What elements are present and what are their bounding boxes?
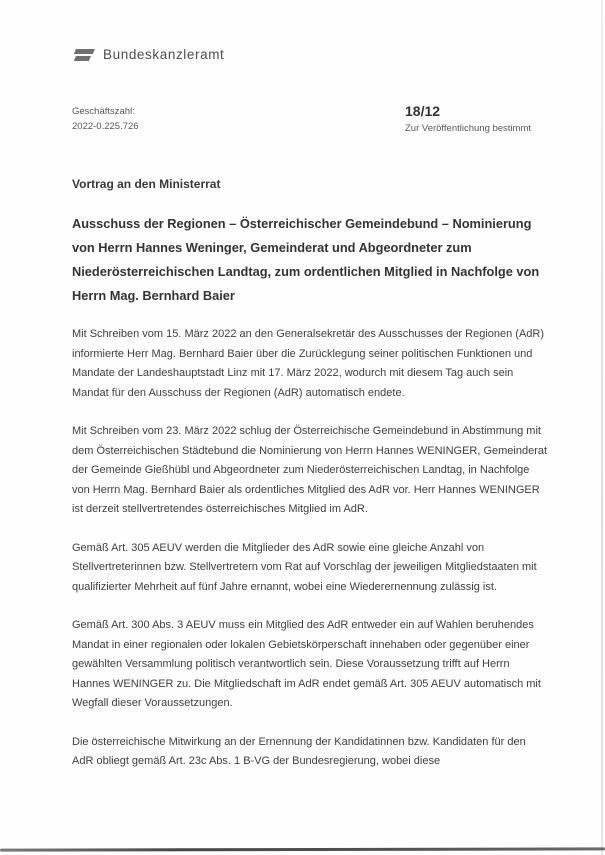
document-header <box>72 0 545 62</box>
paragraph-5: Die österreichische Mitwirkung an der Ernennung der Kandidatinnen bzw. Kandidaten für den AdR obliegt gemäß Art. 23c Abs. 1 B-VG der Bundesregierung, wobei diese <box>72 735 526 767</box>
logo-wordmark: Bundeskanzleramt <box>103 47 225 62</box>
document-title: Ausschuss der Regionen – Österreichischer Gemeindebund – Nominierung von Herrn Hannes Weninger, Gemeinderat und Abgeordneter zum Niederösterreichischen Landtag, zum ordentlichen Mitglied in Nachfolge von Herrn Mag. Bernhard Baier <box>72 216 540 303</box>
reference-number-label: Geschäftszahl: <box>72 106 135 117</box>
subject-line: Vortrag an den Ministerrat <box>72 177 221 191</box>
scan-edge-right <box>601 0 603 855</box>
document-number-block <box>405 102 531 134</box>
paragraph-4: Gemäß Art. 300 Abs. 3 AEUV muss ein Mitglied des AdR entweder ein auf Wahlen beruhendes Mandat in einer regionalen oder lokalen Gebietskörperschaft innehaben oder gegenüber einer gewählten Versammlung politisch verantwortlich sein. Diese Voraussetzung trifft auf Herrn Hannes WENINGER zu. Die Mitgliedschaft im AdR endet gemäß Art. 305 AEUV automatisch mit Wegfall dieser Voraussetzungen. <box>72 619 541 709</box>
document-number: 18/12 <box>405 103 441 119</box>
reference-number-block <box>72 104 139 134</box>
paragraph-2: Mit Schreiben vom 23. März 2022 schlug der Österreichische Gemeindebund in Abstimmung mit dem Österreichischen Städtebund die Nominierung von Herrn Hannes WENINGER, Gemeinderat der Gemeinde Gießhübl und Abgeordneter zum Niederösterreichischen Landtag, in Nachfolge von Herrn Mag. Bernhard Baier als ordentliches Mitglied des AdR vor. Herr Hannes WENINGER ist derzeit stellvertretendes österreichisches Mitglied im AdR. <box>72 425 548 515</box>
publication-note: Zur Veröffentlichung bestimmt <box>405 123 532 134</box>
bundeskanzleramt-flag-icon <box>72 49 95 61</box>
reference-number-value: 2022-0.225.726 <box>72 121 139 132</box>
paragraph-3: Gemäß Art. 305 AEUV werden die Mitglieder des AdR sowie eine gleiche Anzahl von Stellvertreterinnen bzw. Stellvertretern vom Rat auf Vorschlag der jeweiligen Mitgliedstaaten mit qualifizierter Mehrheit auf fünf Jahre ernannt, wobei eine Wiederernennung zulässig ist. <box>72 541 537 593</box>
paragraph-1: Mit Schreiben vom 15. März 2022 an den Generalsekretär des Ausschusses der Regionen (AdR) informierte Herr Mag. Bernhard Baier über die Zurücklegung seiner politischen Funktionen und Mandate der Landeshauptstadt Linz mit 17. März 2022, wodurch mit diesem Tag auch sein Mandat für den Ausschuss der Regionen (AdR) automatisch endete. <box>72 328 545 399</box>
scan-edge-bottom <box>0 847 605 851</box>
document-body <box>72 325 548 772</box>
meta-row <box>72 102 545 148</box>
